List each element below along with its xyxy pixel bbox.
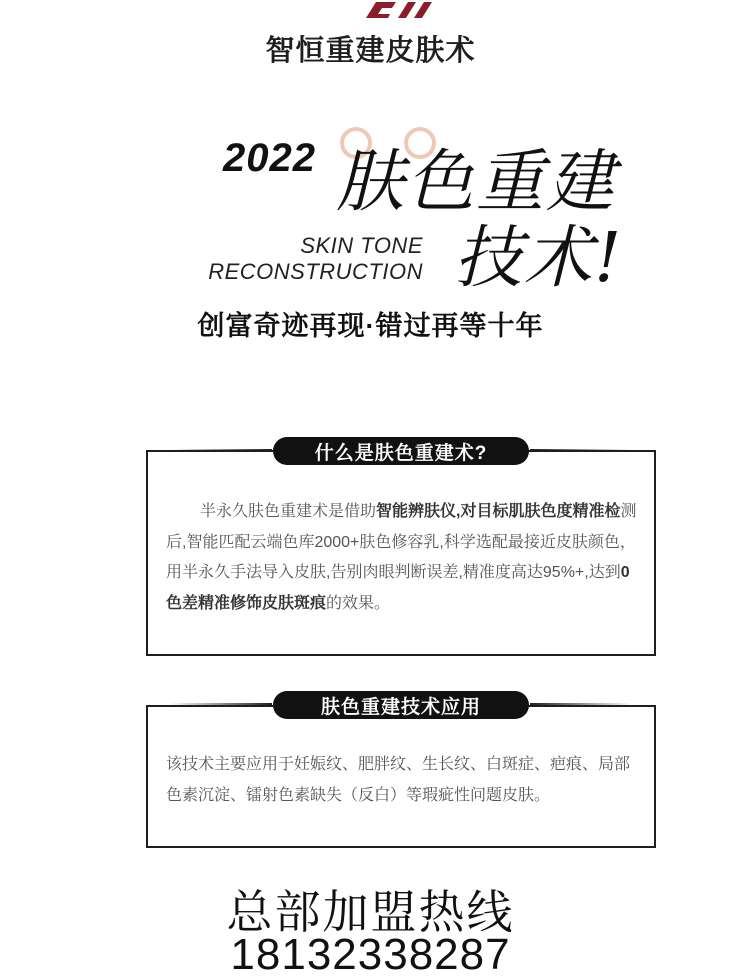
hero-english-line1: SKIN TONE [300,233,423,258]
hero-english-line2: RECONSTRUCTION [208,259,423,284]
hero-title-line1: 肤色重建 [336,143,617,222]
heading-line-left [170,703,272,706]
brand-name: 智恒重建皮肤术 [265,35,476,67]
brand-logo-icon [362,0,434,18]
text-highlight-2: 0色差精准修饰皮肤斑痕 [166,564,630,612]
hero-year: 2022 [223,136,316,180]
section-what-is-text [166,497,638,619]
hotline-phone[interactable]: 18132338287 [230,930,511,979]
heading-line-left [170,449,272,452]
section-what-is-heading: 什么是肤色重建术? [273,437,529,465]
text-intro: 半永久肤色重建术是借助 [200,503,377,520]
hero-title-line2: 技术! [454,219,624,298]
hotline-label: 总部加盟热线 [226,886,515,938]
text-middle: 测后,智能匹配云端色库2000+肤色修容乳,科学选配最接近皮肤颜色，用半永久手法导入皮肤,告别肉眼判断误差,精准度高达95%+,达到 [166,503,637,581]
section-application-heading: 肤色重建技术应用 [273,691,529,719]
text-highlight-1: 智能辨肤仪,对目标肌肤色度精准检 [376,503,621,520]
hero-slogan: 创富奇迹再现·错过再等十年 [197,311,544,341]
heading-line-right [530,703,632,706]
heading-line-right [530,449,632,452]
section-application-text: 该技术主要应用于妊娠纹、肥胖纹、生长纹、白斑症、疤痕、局部色素沉淀、镭射色素缺失（反白）等瑕疵性问题皮肤。 [166,756,631,804]
text-end: 的效果。 [326,594,391,612]
